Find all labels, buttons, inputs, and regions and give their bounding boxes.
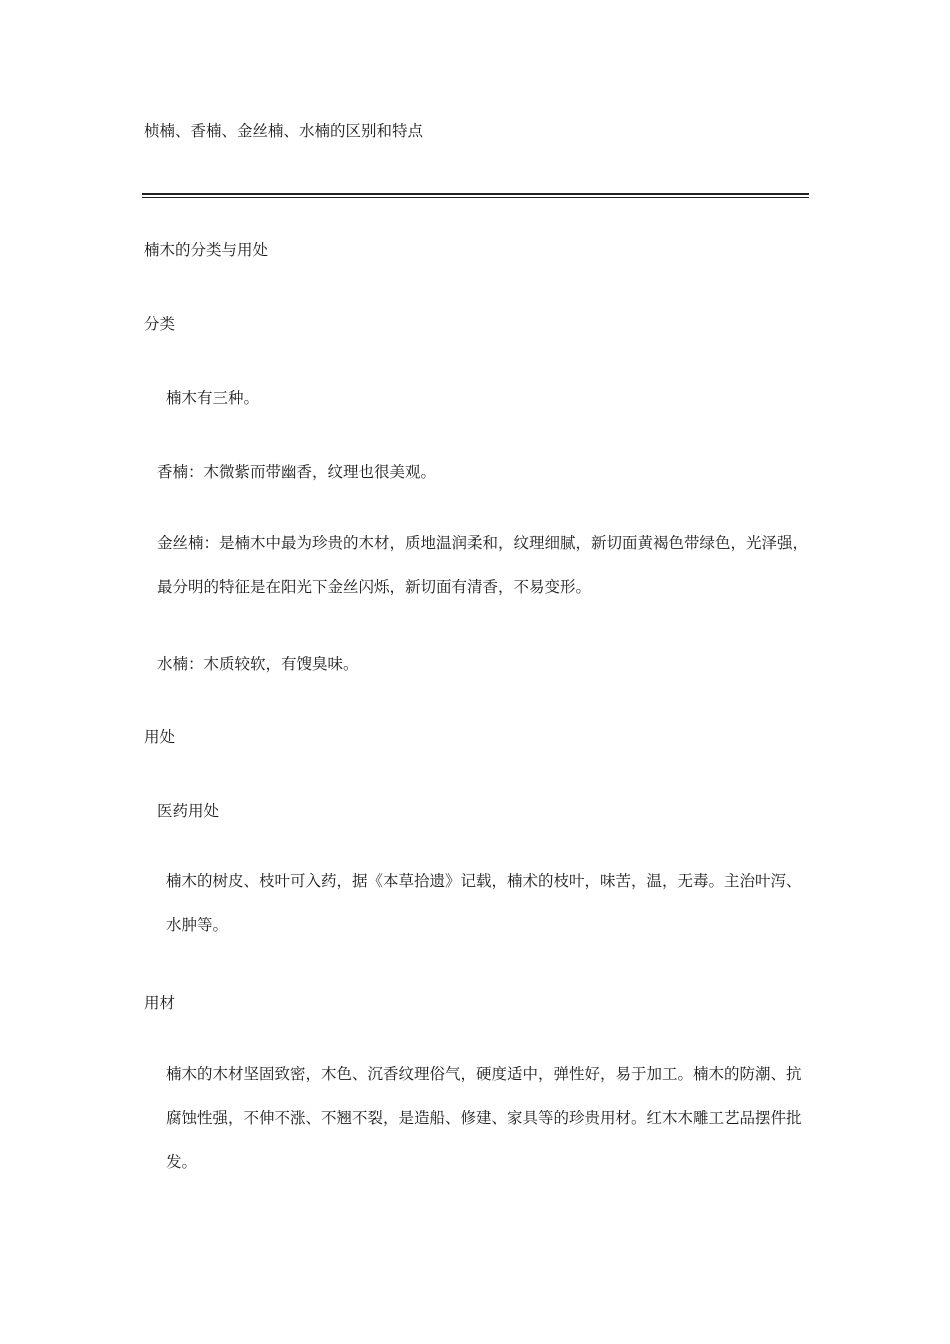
jinsinan-paragraph: 金丝楠：是楠木中最为珍贵的木材，质地温润柔和，纹理细腻，新切面黄褐色带绿色，光泽强，最分明的特征是在阳光下金丝闪烁，新切面有清香，不易变形。: [157, 534, 809, 596]
section-heading-use: 用处: [144, 728, 176, 746]
intro-paragraph: 楠木有三种。: [166, 389, 260, 407]
document-title: 桢楠、香楠、金丝楠、水楠的区别和特点: [144, 122, 424, 140]
section-heading-classification: 分类: [144, 315, 176, 333]
shuinan-paragraph: 水楠：木质较软，有馊臭味。: [157, 655, 359, 673]
section-heading-timber: 用材: [144, 994, 176, 1012]
medical-paragraph: 楠木的树皮、枝叶可入药，据《本草拾遗》记载，楠术的枝叶，味苦，温，无毒。主治叶泻、水肿等。: [166, 872, 802, 934]
xiangnan-paragraph: 香楠：木微紫而带幽香，纹理也很美观。: [157, 463, 437, 481]
timber-paragraph: 楠木的木材坚固致密，木色、沉香纹理俗气，硬度适中，弹性好，易于加工。楠木的防潮、抗腐蚀性强，不伸不涨、不翘不裂，是造船、修建、家具等的珍贵用材。红木木雕工艺品摆件批发。: [166, 1065, 802, 1171]
double-rule-divider: [142, 193, 809, 198]
main-heading: 楠木的分类与用处: [144, 241, 269, 259]
medical-heading: 医药用处: [157, 802, 220, 820]
